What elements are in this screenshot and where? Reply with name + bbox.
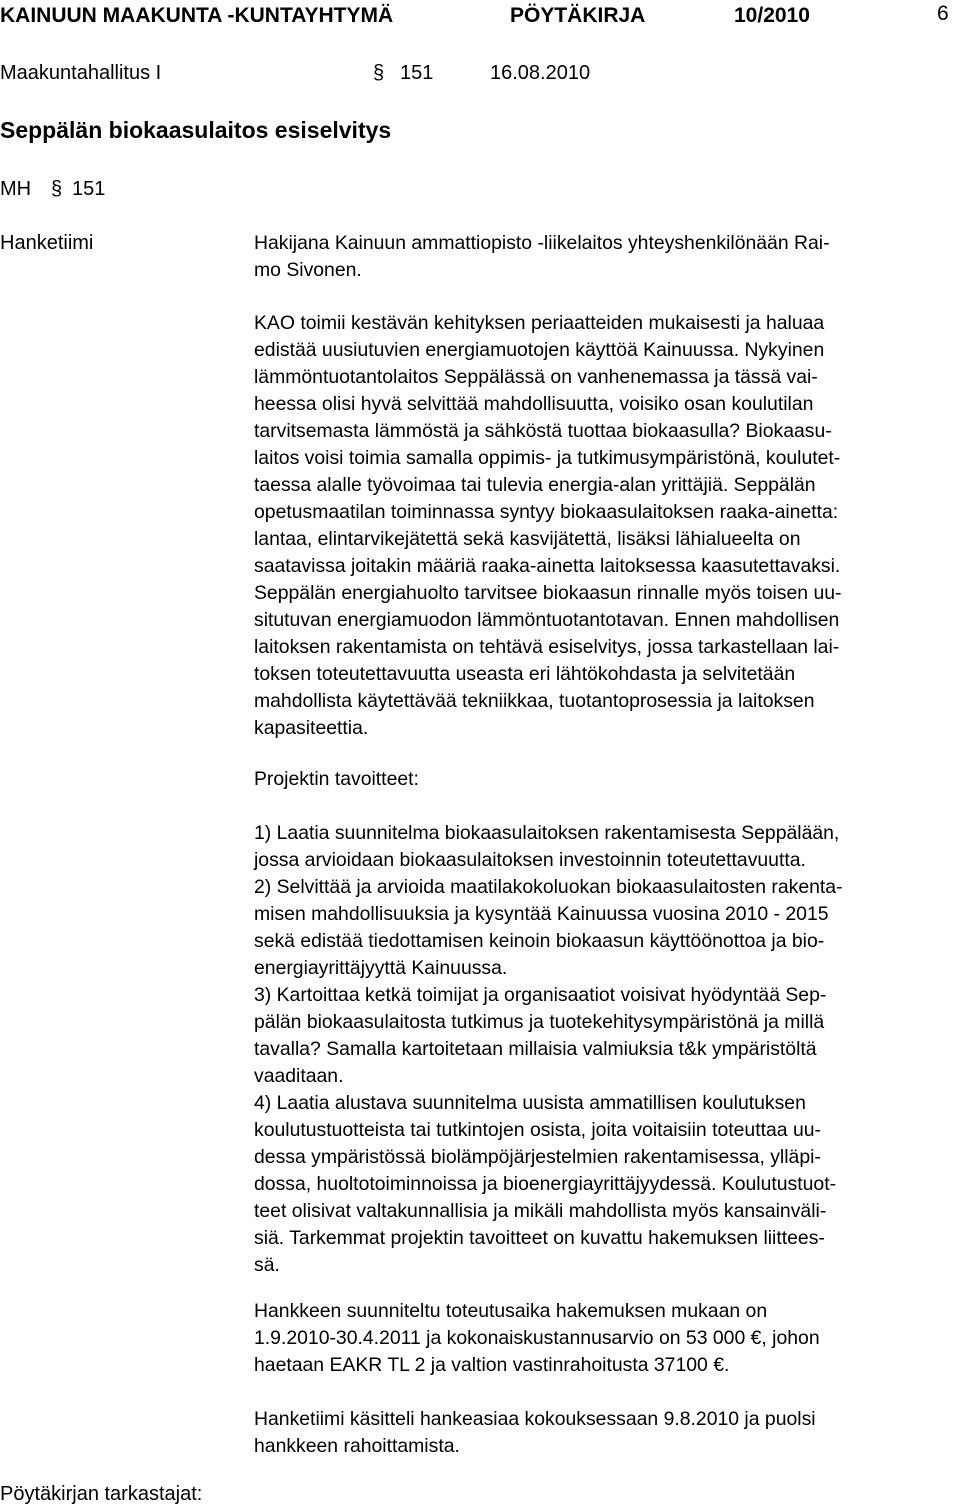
- section-symbol: §: [373, 62, 385, 84]
- text-line: tarvitsemasta lämmöstä ja sähköstä tuottaa biokaasulla? Biokaasu-: [254, 420, 832, 442]
- text-line: 2) Selvittää ja arvioida maatilakokoluokan biokaasulaitosten rakenta-: [254, 876, 843, 898]
- text-line: siä. Tarkemmat projektin tavoitteet on kuvattu hakemuksen liittees-: [254, 1227, 825, 1249]
- text-line: sekä edistää tiedottamisen keinoin biokaasun käyttöönottoa ja bio-: [254, 930, 825, 952]
- section-ref-prefix: MH: [0, 178, 32, 200]
- text-line: haetaan EAKR TL 2 ja valtion vastinrahoitusta 37100 €.: [254, 1354, 730, 1376]
- document-type: PÖYTÄKIRJA: [510, 4, 646, 27]
- section-ref-symbol: §: [51, 178, 63, 200]
- organization-name: KAINUUN MAAKUNTA -KUNTAYHTYMÄ: [0, 4, 394, 27]
- text-line: lantaa, elintarvikejätettä sekä kasvijätettä, lisäksi lähialueelta on: [254, 528, 801, 550]
- paragraph-applicant: [254, 230, 957, 284]
- meeting-date: 16.08.2010: [490, 62, 591, 84]
- text-line: 4) Laatia alustava suunnitelma uusista ammatillisen koulutuksen: [254, 1092, 806, 1114]
- text-line: energiayrittäjyyttä Kainuussa.: [254, 957, 508, 979]
- text-line: jossa arvioidaan biokaasulaitoksen investoinnin toteutettavuutta.: [254, 849, 806, 871]
- text-line: vaaditaan.: [254, 1065, 344, 1087]
- text-line: mahdollista käytettävää tekniikkaa, tuotantoprosessia ja laitoksen: [254, 690, 815, 712]
- paragraph-team-decision: [254, 1406, 957, 1460]
- text-line: situtuvan energiamuodon lämmöntuotantotavan. Ennen mahdollisen: [254, 609, 840, 631]
- side-label: Hanketiimi: [0, 232, 94, 254]
- text-line: Projektin tavoitteet:: [254, 768, 419, 790]
- text-line: taessa alalle työvoimaa tai tulevia energia-alan yrittäjiä. Seppälän: [254, 474, 816, 496]
- text-line: Hakijana Kainuun ammattiopisto -liikelaitos yhteyshenkilönään Rai-: [254, 232, 830, 254]
- text-line: hankkeen rahoittamista.: [254, 1435, 460, 1457]
- text-line: Hanketiimi käsitteli hankeasiaa kokouksessaan 9.8.2010 ja puolsi: [254, 1408, 816, 1430]
- text-line: mo Sivonen.: [254, 259, 362, 281]
- goals-heading: [254, 766, 957, 793]
- text-line: kapasiteettia.: [254, 717, 369, 739]
- goals-list: [254, 820, 957, 1279]
- page-title: Seppälän biokaasulaitos esiselvitys: [0, 117, 392, 143]
- text-line: opetusmaatilan toiminnassa syntyy biokaasulaitoksen raaka-ainetta:: [254, 501, 839, 523]
- document-number: 10/2010: [734, 4, 810, 27]
- text-line: 1.9.2010-30.4.2011 ja kokonaiskustannusarvio on 53 000 €, johon: [254, 1327, 820, 1349]
- text-line: 3) Kartoittaa ketkä toimijat ja organisaatiot voisivat hyödyntää Sep-: [254, 984, 827, 1006]
- text-line: misen mahdollisuuksia ja kysyntää Kainuussa vuosina 2010 - 2015: [254, 903, 829, 925]
- text-line: saatavissa joitakin määriä raaka-ainetta laitoksessa kaasutettavaksi.: [254, 555, 841, 577]
- text-line: heessa olisi hyvä selvittää mahdollisuutta, voisiko osan koulutilan: [254, 393, 814, 415]
- section-ref-number: 151: [72, 178, 106, 200]
- text-line: Seppälän energiahuolto tarvitsee biokaasun rinnalle myös toisen uu-: [254, 582, 842, 604]
- text-line: laitoksen rakentamista on tehtävä esiselvitys, jossa tarkastellaan lai-: [254, 636, 840, 658]
- paragraph-background: [254, 310, 957, 742]
- text-line: laitos voisi toimia samalla oppimis- ja tutkimusympäristönä, koulutet-: [254, 447, 841, 469]
- text-line: edistää uusiutuvien energiamuotojen käyttöä Kainuussa. Nykyinen: [254, 339, 825, 361]
- text-line: dessa ympäristössä biolämpöjärjestelmien rakentamisessa, ylläpi-: [254, 1146, 821, 1168]
- text-line: dossa, huoltotoiminnoissa ja bioenergiayrittäjyydessä. Koulutustuot-: [254, 1173, 837, 1195]
- meeting-body: Maakuntahallitus I: [0, 62, 162, 84]
- text-line: toksen toteutettavuutta useasta eri lähtökohdasta ja selvitetään: [254, 663, 796, 685]
- text-line: pälän biokaasulaitosta tutkimus ja tuotekehitysympäristönä ja millä: [254, 1011, 825, 1033]
- section-number: 151: [400, 62, 434, 84]
- text-line: sä.: [254, 1254, 280, 1276]
- text-line: 1) Laatia suunnitelma biokaasulaitoksen rakentamisesta Seppälään,: [254, 822, 840, 844]
- paragraph-schedule-budget: [254, 1298, 957, 1379]
- text-line: tavalla? Samalla kartoitetaan millaisia valmiuksia t&k ympäristöltä: [254, 1038, 817, 1060]
- text-line: koulutustuotteista tai tutkintojen osista, joita voitaisiin toteuttaa uu-: [254, 1119, 821, 1141]
- text-line: Hankkeen suunniteltu toteutusaika hakemuksen mukaan on: [254, 1300, 768, 1322]
- text-line: teet olisivat valtakunnallisia ja mikäli mahdollista myös kansainväli-: [254, 1200, 827, 1222]
- page-number: 6: [937, 2, 949, 25]
- text-line: lämmöntuotantolaitos Seppälässä on vanhenemassa ja tässä vai-: [254, 366, 818, 388]
- reviewers-label: Pöytäkirjan tarkastajat:: [0, 1483, 203, 1505]
- text-line: KAO toimii kestävän kehityksen periaatteiden mukaisesti ja haluaa: [254, 312, 825, 334]
